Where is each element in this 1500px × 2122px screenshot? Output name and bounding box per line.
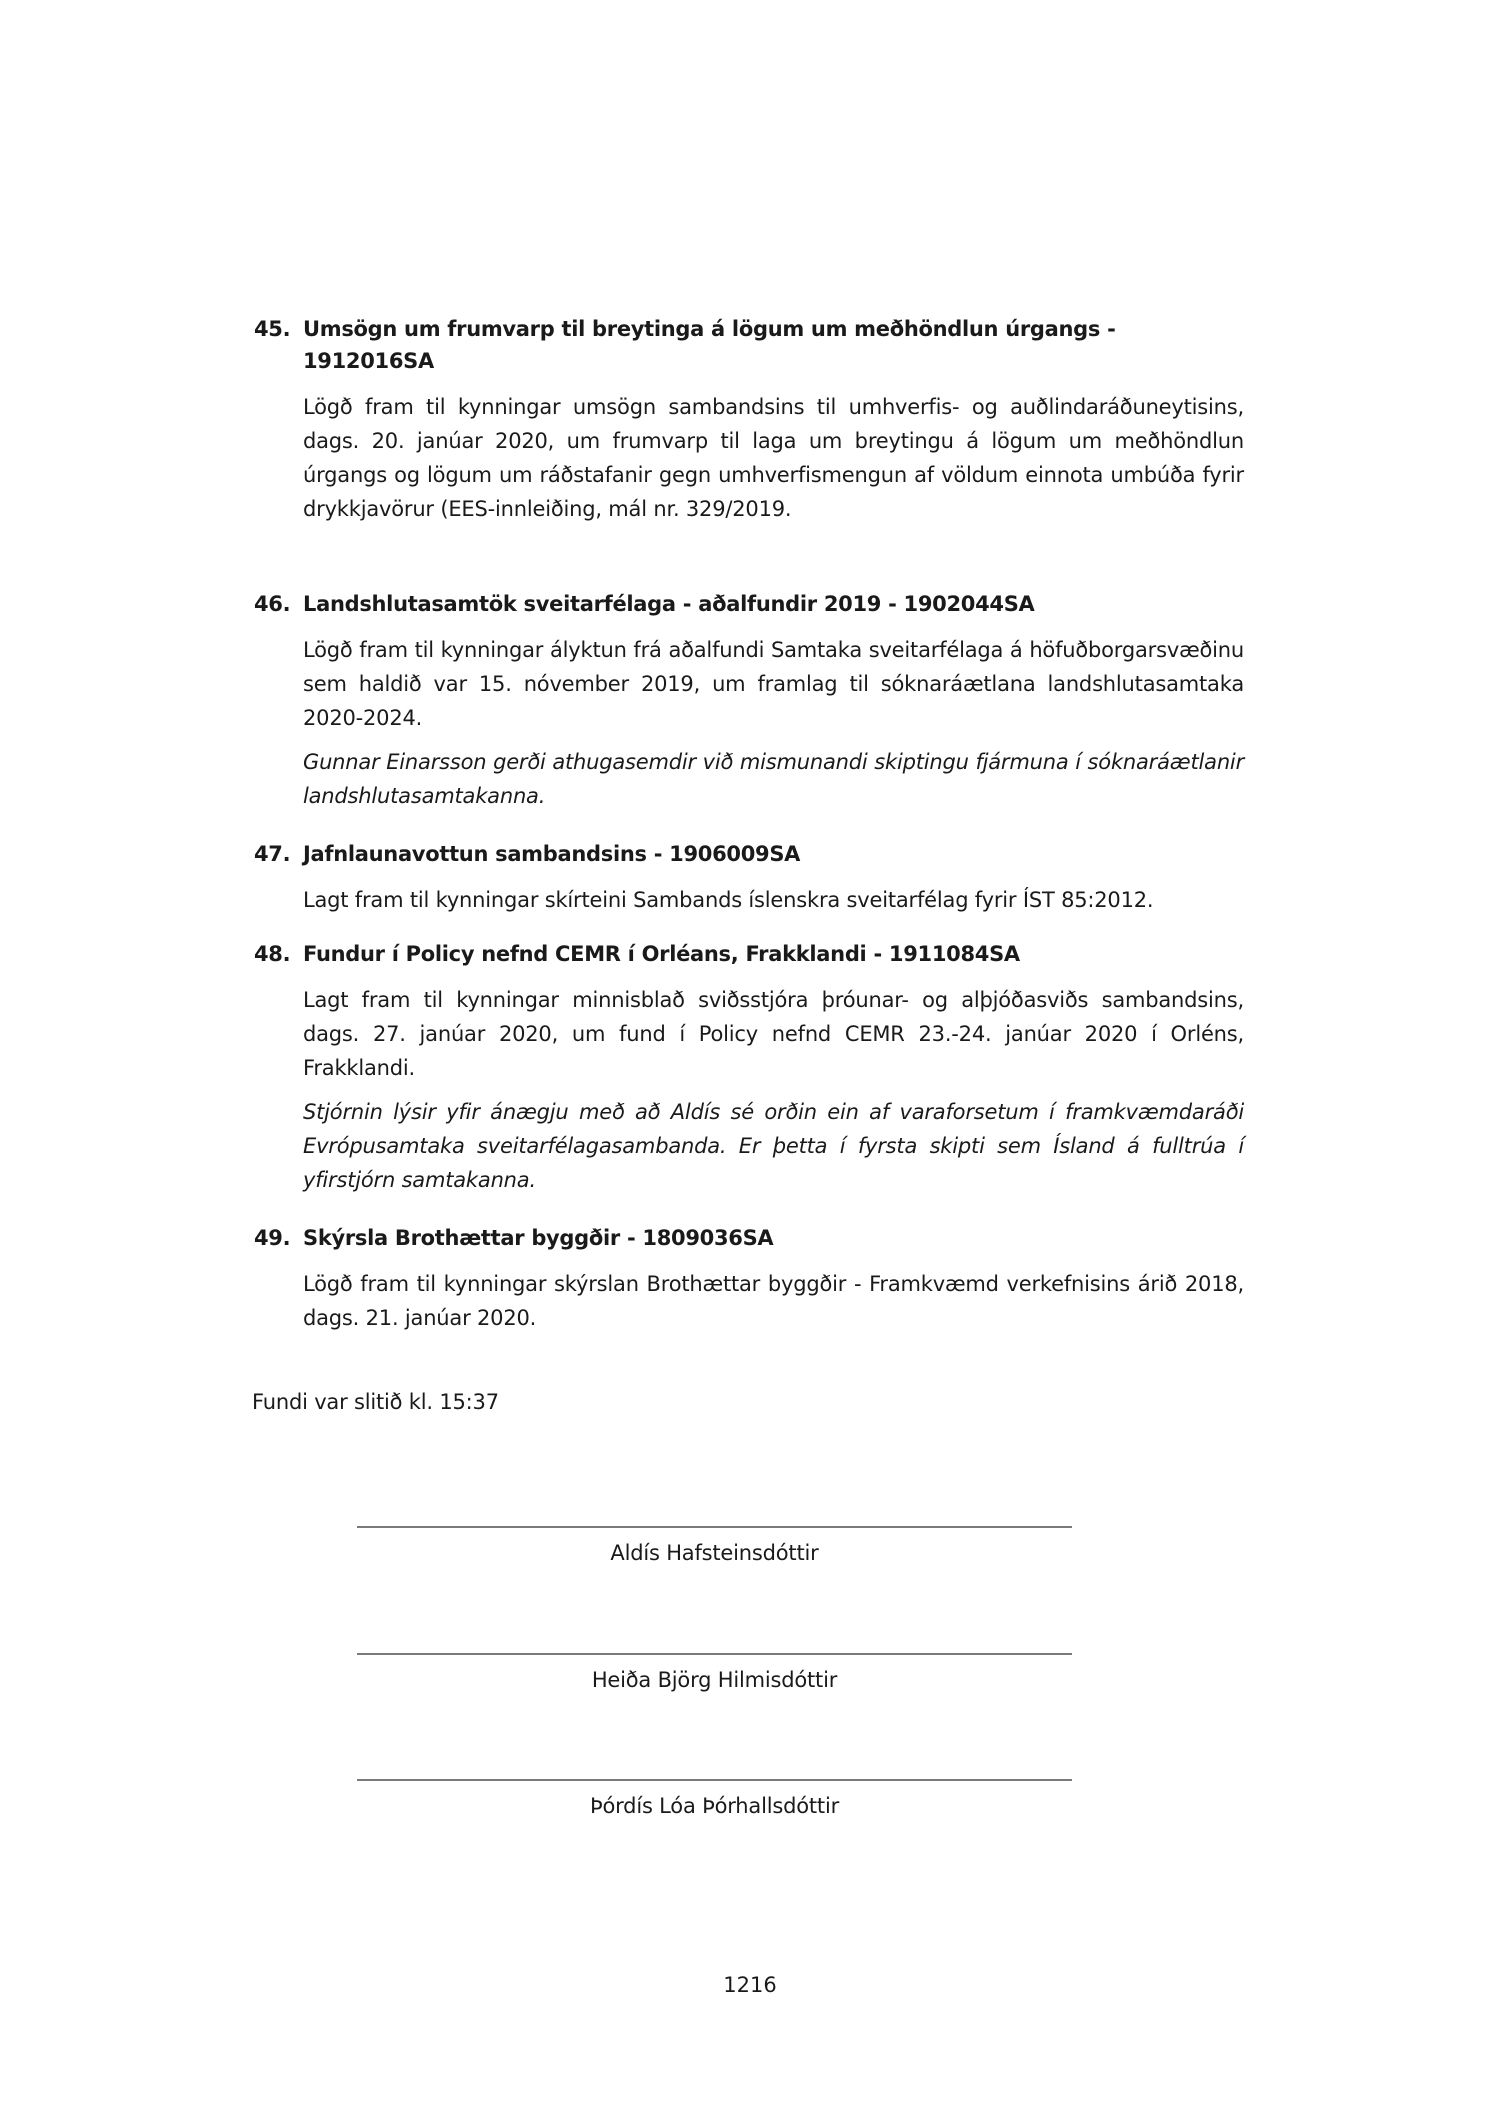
- agenda-item-paragraph: Lagt fram til kynningar minnisblað sviðsstjóra þróunar- og alþjóðasviðs sambandsins, dags. 27. janúar 2020, um fund í Policy nefnd CEMR 23.-24. janúar 2020 í Orléns, Frakklandi.: [303, 988, 1244, 1080]
- agenda-item: [254, 838, 1244, 917]
- signature-line: [357, 1526, 1072, 1528]
- agenda-item: [254, 938, 1244, 1197]
- signatory-name: Heiða Björg Hilmisdóttir: [591, 1668, 838, 1692]
- agenda-item-paragraph: Lögð fram til kynningar skýrslan Brothættar byggðir - Framkvæmd verkefnisins árið 2018, dags. 21. janúar 2020.: [303, 1272, 1244, 1330]
- agenda-item-title: Jafnlaunavottun sambandsins - 1906009SA: [303, 842, 801, 866]
- agenda-item-title: Landshlutasamtök sveitarfélaga - aðalfundir 2019 - 1902044SA: [303, 592, 1035, 616]
- agenda-item-paragraph: Lögð fram til kynningar umsögn sambandsins til umhverfis- og auðlindaráðuneytisins, dags. 20. janúar 2020, um frumvarp til laga um breytingu á lögum um meðhöndlun úrgangs og lögum um ráðstafanir gegn umhverfismengun af völdum einnota umbúða fyrir drykkjavörur (EES-innleiðing, mál nr. 329/2019.: [303, 395, 1244, 521]
- agenda-item-heading: [254, 313, 1244, 377]
- agenda-item-number: 49.: [254, 1226, 291, 1250]
- agenda-item-paragraph: Lögð fram til kynningar ályktun frá aðalfundi Samtaka sveitarfélaga á höfuðborgarsvæðinu sem haldið var 15. nóvember 2019, um framlag til sóknaráætlana landshlutasamtaka 2020-2024.: [303, 638, 1244, 730]
- signature-line: [357, 1779, 1072, 1781]
- agenda-item-paragraph: Lagt fram til kynningar skírteini Sambands íslenskra sveitarfélag fyrir ÍST 85:2012.: [303, 888, 1154, 912]
- agenda-item-heading: [254, 1222, 1244, 1254]
- agenda-item-title: Umsögn um frumvarp til breytinga á lögum um meðhöndlun úrgangs - 1912016SA: [303, 317, 1116, 373]
- agenda-item: [254, 588, 1244, 813]
- signatory-name: Aldís Hafsteinsdóttir: [610, 1541, 819, 1565]
- agenda-item-heading: [254, 838, 1244, 870]
- agenda-item-number: 47.: [254, 842, 291, 866]
- agenda-item-title: Skýrsla Brothættar byggðir - 1809036SA: [303, 1226, 774, 1250]
- meeting-closing-time: Fundi var slitið kl. 15:37: [252, 1390, 499, 1414]
- agenda-item-number: 45.: [254, 317, 291, 341]
- agenda-item-number: 48.: [254, 942, 291, 966]
- signatory-name: Þórdís Lóa Þórhallsdóttir: [589, 1794, 840, 1818]
- signature-block: [357, 1526, 1072, 1570]
- agenda-item-heading: [254, 938, 1244, 970]
- agenda-item-title: Fundur í Policy nefnd CEMR í Orléans, Frakklandi - 1911084SA: [303, 942, 1020, 966]
- agenda-item: [254, 1222, 1244, 1335]
- agenda-item-number: 46.: [254, 592, 291, 616]
- agenda-item-note: Stjórnin lýsir yfir ánægju með að Aldís sé orðin ein af varaforsetum í framkvæmdaráði Evrópusamtaka sveitarfélagasambanda. Er þetta í fyrsta skipti sem Ísland á fulltrúa í yfirstjórn samtakanna.: [303, 1100, 1244, 1192]
- page-number: 1216: [723, 1973, 777, 1997]
- agenda-item-heading: [254, 588, 1244, 620]
- signature-block: [357, 1653, 1072, 1697]
- agenda-item: [254, 313, 1244, 526]
- signature-line: [357, 1653, 1072, 1655]
- signature-block: [357, 1779, 1072, 1823]
- agenda-item-note: Gunnar Einarsson gerði athugasemdir við mismunandi skiptingu fjármuna í sóknaráætlanir landshlutasamtakanna.: [303, 750, 1244, 808]
